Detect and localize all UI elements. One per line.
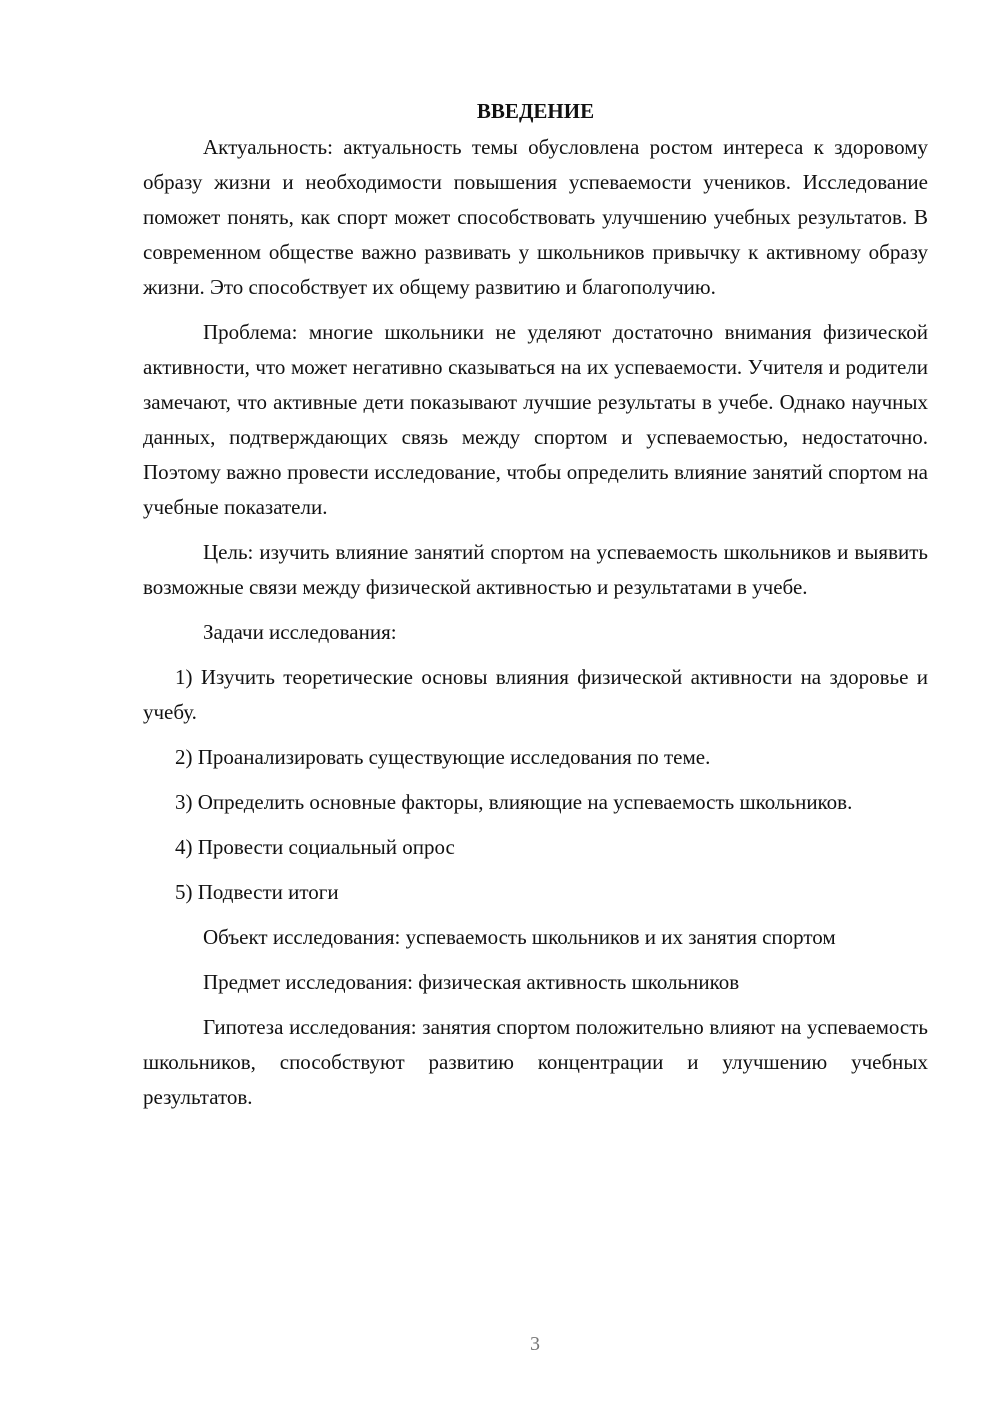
page-heading: ВВЕДЕНИЕ	[476, 99, 595, 123]
paragraph-relevance: Актуальность: актуальность темы обусловлена ростом интереса к здоровому образу жизни и необходимости повышения успеваемости учеников. Исследование поможет понять, как спорт может способствовать улучшению учебных результатов. В современном обществе важно развивать у школьников привычку к активному образу жизни. Это способствует их общему развитию и благополучию.	[143, 135, 928, 299]
paragraph-hypothesis: Гипотеза исследования: занятия спортом положительно влияют на успеваемость школьников, способствуют развитию концентрации и улучшению учебных результатов.	[143, 1015, 928, 1109]
tasks-title: Задачи исследования:	[203, 620, 397, 644]
task-item-3: 3) Определить основные факторы, влияющие на успеваемость школьников.	[175, 790, 853, 814]
task-item-4: 4) Провести социальный опрос	[175, 835, 455, 859]
paragraph-problem: Проблема: многие школьники не уделяют достаточно внимания физической активности, что может негативно сказываться на их успеваемости. Учителя и родители замечают, что активные дети показывают лучшие результаты в учебе. Однако научных данных, подтверждающих связь между спортом и успеваемостью, недостаточно. Поэтому важно провести исследование, чтобы определить влияние занятий спортом на учебные показатели.	[143, 320, 928, 519]
paragraph-object: Объект исследования: успеваемость школьников и их занятия спортом	[203, 925, 836, 949]
task-item-5: 5) Подвести итоги	[175, 880, 339, 904]
document-page	[143, 95, 928, 1125]
task-item-1: 1) Изучить теоретические основы влияния физической активности на здоровье и учебу.	[143, 665, 928, 724]
task-item-2: 2) Проанализировать существующие исследования по теме.	[175, 745, 711, 769]
paragraph-subject: Предмет исследования: физическая активность школьников	[203, 970, 740, 994]
page-number: 3	[530, 1333, 540, 1355]
paragraph-goal: Цель: изучить влияние занятий спортом на успеваемость школьников и выявить возможные связи между физической активностью и результатами в учебе.	[143, 540, 928, 599]
